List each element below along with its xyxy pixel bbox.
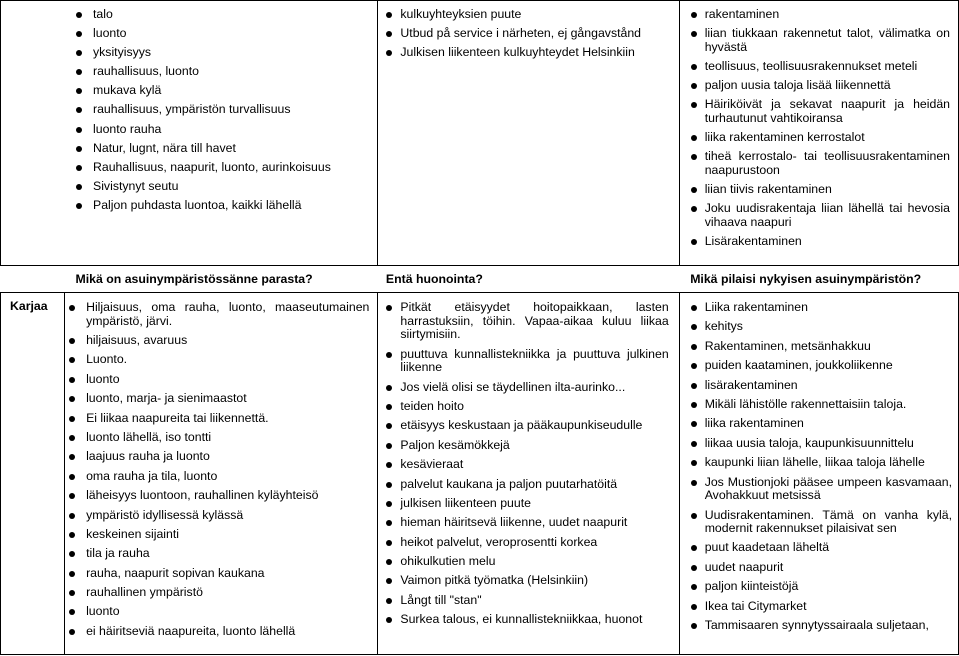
list-item: Liika rakentaminen	[691, 301, 952, 315]
list-item: palvelut kaukana ja paljon puutarhatöitä	[386, 478, 668, 492]
bottom-cell-worst	[378, 293, 679, 655]
top-list-worst	[378, 8, 678, 60]
top-list-ruin	[680, 8, 958, 249]
list-item: liian tiivis rakentaminen	[691, 183, 950, 197]
bottom-list-best	[65, 301, 377, 638]
list-item: Rauhallisuus, naapurit, luonto, aurinkoisuus	[76, 161, 377, 175]
list-item: liikaa uusia taloja, kaupunkisuunnittelu	[691, 437, 952, 451]
list-item: oma rauha ja tila, luonto	[69, 470, 369, 484]
list-item: rauhallisuus, ympäristön turvallisuus	[76, 103, 377, 117]
list-item: tila ja rauha	[69, 547, 369, 561]
bottom-cell-best	[65, 293, 378, 655]
list-item: ohikulkutien melu	[386, 555, 668, 569]
list-item: Julkisen liikenteen kulkuyhteydet Helsinkiin	[386, 46, 668, 60]
list-item: Ei liikaa naapureita tai liikennettä.	[69, 412, 369, 426]
list-item: Hiljaisuus, oma rauha, luonto, maaseutumainen ympäristö, järvi.	[69, 301, 369, 328]
list-item: yksityisyys	[76, 46, 377, 60]
list-item: teollisuus, teollisuusrakennukset meteli	[691, 60, 950, 74]
list-item: liika rakentaminen kerrostalot	[691, 131, 950, 145]
list-item: Mikäli lähistölle rakennettaisiin taloja.	[691, 398, 952, 412]
list-item: puuttuva kunnallistekniikka ja puuttuva julkinen liikenne	[386, 348, 668, 375]
list-item: Paljon kesämökkejä	[386, 439, 668, 453]
question-row	[1, 266, 959, 293]
list-item: ympäristö idyllisessä kylässä	[69, 509, 369, 523]
list-item: heikot palvelut, veroprosentti korkea	[386, 536, 668, 550]
list-item: Luonto.	[69, 353, 369, 367]
list-item: teiden hoito	[386, 400, 668, 414]
list-item: lisärakentaminen	[691, 379, 952, 393]
bottom-list-worst	[378, 301, 678, 627]
top-cell-best	[1, 1, 378, 266]
list-item: Utbud på service i närheten, ej gångavstånd	[386, 27, 668, 41]
list-item: tiheä kerrostalo- tai teollisuusrakentaminen naapurustoon	[691, 150, 950, 177]
list-item: Lisärakentaminen	[691, 235, 950, 249]
list-item: Rakentaminen, metsänhakkuu	[691, 340, 952, 354]
top-row	[1, 1, 959, 266]
top-cell-ruin	[679, 1, 958, 266]
list-item: Häiriköivät ja sekavat naapurit ja heidän turhautunut vahtikoiransa	[691, 98, 950, 125]
top-cell-worst	[378, 1, 679, 266]
list-item: läheisyys luontoon, rauhallinen kyläyhteisö	[69, 489, 369, 503]
list-item: luonto lähellä, iso tontti	[69, 431, 369, 445]
list-item: puiden kaataminen, joukkoliikenne	[691, 359, 952, 373]
section-label: Karjaa	[1, 293, 65, 655]
list-item: Pitkät etäisyydet hoitopaikkaan, lasten harrastuksiin, töihin. Vapaa-aikaa kuluu liikaa siirtymisiin.	[386, 301, 668, 342]
list-item: julkisen liikenteen puute	[386, 497, 668, 511]
list-item: kesävieraat	[386, 458, 668, 472]
list-item: Vaimon pitkä työmatka (Helsinkiin)	[386, 574, 668, 588]
list-item: liian tiukkaan rakennetut talot, välimatka on hyvästä	[691, 27, 950, 54]
list-item: talo	[76, 8, 377, 22]
list-item: luonto, marja- ja sienimaastot	[69, 392, 369, 406]
list-item: ei häiritseviä naapureita, luonto lähellä	[69, 625, 369, 639]
question-worst: Entä huonointa?	[385, 272, 483, 286]
list-item: luonto	[69, 605, 369, 619]
list-item: mukava kylä	[76, 84, 377, 98]
top-list-best	[1, 8, 377, 213]
list-item: laajuus rauha ja luonto	[69, 450, 369, 464]
list-item: Jos vielä olisi se täydellinen ilta-aurinko...	[386, 381, 668, 395]
list-item: puut kaadetaan läheltä	[691, 541, 952, 555]
list-item: keskeinen sijainti	[69, 528, 369, 542]
list-item: Långt till "stan"	[386, 594, 668, 608]
list-item: Paljon puhdasta luontoa, kaikki lähellä	[76, 199, 377, 213]
question-ruin: Mikä pilaisi nykyisen asuinympäristön?	[690, 272, 922, 286]
karjaa-row	[1, 293, 959, 655]
list-item: rauhallinen ympäristö	[69, 586, 369, 600]
list-item: hiljaisuus, avaruus	[69, 334, 369, 348]
list-item: luonto	[69, 373, 369, 387]
list-item: Ikea tai Citymarket	[691, 600, 952, 614]
list-item: rauhallisuus, luonto	[76, 65, 377, 79]
list-item: kehitys	[691, 320, 952, 334]
list-item: luonto rauha	[76, 123, 377, 137]
list-item: luonto	[76, 27, 377, 41]
bottom-list-ruin	[680, 301, 958, 633]
list-item: rauha, naapurit sopivan kaukana	[69, 567, 369, 581]
list-item: Uudisrakentaminen. Tämä on vanha kylä, modernit rakennukset pilaisivat sen	[691, 509, 952, 536]
list-item: etäisyys keskustaan ja pääkaupunkiseudulle	[386, 419, 668, 433]
list-item: Natur, lugnt, nära till havet	[76, 142, 377, 156]
list-item: Tammisaaren synnytyssairaala suljetaan,	[691, 619, 952, 633]
list-item: Surkea talous, ei kunnallistekniikkaa, huonot	[386, 613, 668, 627]
list-item: Joku uudisrakentaja liian lähellä tai hevosia vihaava naapuri	[691, 202, 950, 229]
list-item: kaupunki liian lähelle, liikaa taloja lähelle	[691, 456, 952, 470]
list-item: hieman häiritsevä liikenne, uudet naapurit	[386, 516, 668, 530]
list-item: paljon uusia taloja lisää liikennettä	[691, 79, 950, 93]
list-item: Jos Mustionjoki pääsee umpeen kasvamaan, Avohakkuut metsissä	[691, 476, 952, 503]
bottom-cell-ruin	[679, 293, 958, 655]
list-item: paljon kiinteistöjä	[691, 580, 952, 594]
list-item: Sivistynyt seutu	[76, 180, 377, 194]
list-item: liika rakentaminen	[691, 417, 952, 431]
list-item: kulkuyhteyksien puute	[386, 8, 668, 22]
list-item: rakentaminen	[691, 8, 950, 22]
list-item: uudet naapurit	[691, 561, 952, 575]
question-best: Mikä on asuinympäristössänne parasta?	[75, 272, 313, 286]
